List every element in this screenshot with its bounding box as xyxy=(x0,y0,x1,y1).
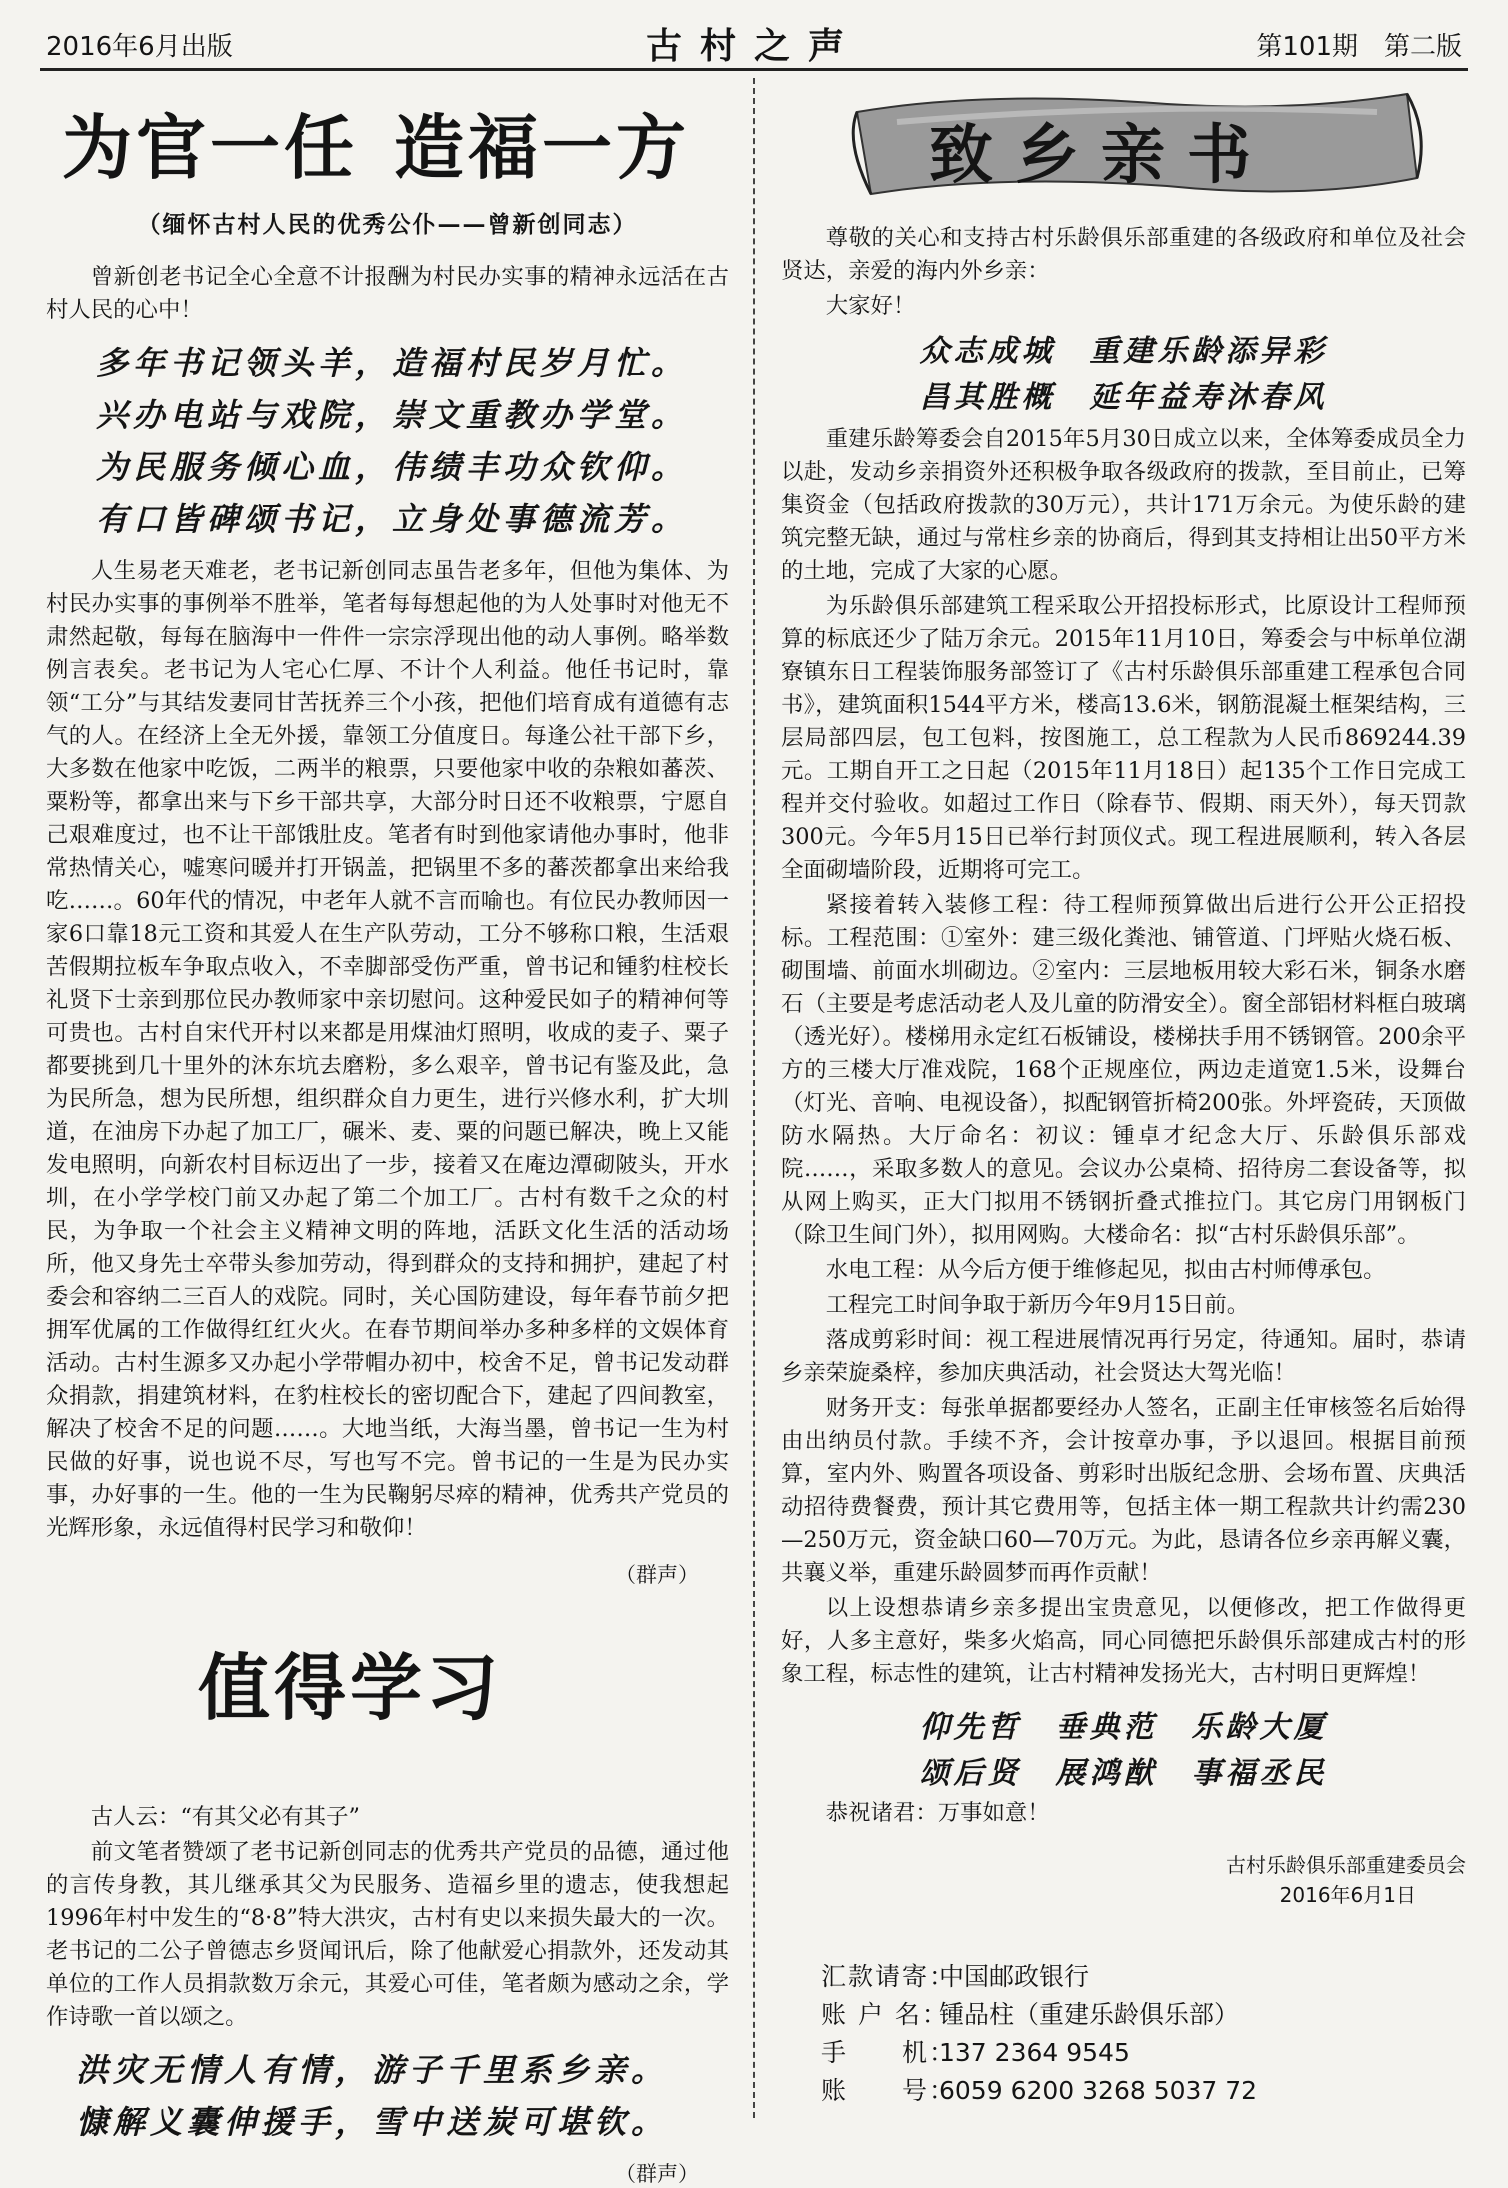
column-divider xyxy=(753,78,755,2118)
letter-paragraph: 工程完工时间争取于新历今年9月15日前。 xyxy=(825,1292,1250,1318)
poem-line: 多年书记领头羊，造福村民岁月忙。 xyxy=(96,344,689,382)
publish-date: 2016年6月出版 xyxy=(46,32,233,62)
remittance-label: 手 机： xyxy=(821,2038,957,2067)
remittance-row xyxy=(821,2072,1466,2110)
signature-org: 古村乐龄俱乐部重建委员会 xyxy=(1226,1853,1466,1877)
couplet-phrase: 乐龄大厦 xyxy=(1191,1710,1328,1745)
remittance-label: 账 户 名： xyxy=(821,2000,949,2029)
poem-line: 有口皆碑颂书记，立身处事德流芳。 xyxy=(96,500,689,538)
page-header xyxy=(40,18,1468,71)
letter-paragraph: 重建乐龄筹委会自2015年5月30日成立以来，全体筹委成员全力以赴，发动乡亲捐资外还积极争取各级政府的拨款，至目前止，已筹集资金（包括政府拨款的30万元），共计171万余元。为使乐龄的建筑完整无缺，通过与常柱乡亲的协商后，得到其支持相让出50平方米的土地，完成了大家的心愿。 xyxy=(781,426,1466,584)
couplet-phrase: 延年益寿沐春风 xyxy=(1089,380,1328,415)
remittance-label: 账 号： xyxy=(821,2076,957,2105)
remittance-value: 中国邮政银行 xyxy=(939,1962,1090,1991)
letter-paragraph: 以上设想恭请乡亲多提出宝贵意见，以便修改，把工作做得更好，人多主意好，柴多火焰高，同心同德把乐龄俱乐部建成古村的形象工程，标志性的建筑，让古村精神发扬光大，古村明日更辉煌！ xyxy=(781,1595,1466,1687)
article1-poem xyxy=(96,337,729,545)
remittance-value: 锺品柱（重建乐龄俱乐部） xyxy=(939,2000,1240,2029)
letter-paragraph: 财务开支：每张单据都要经办人签名，正副主任审核签名后始得由出纳员付款。手续不齐，会计按章办事，予以退回。根据目前预算，室内外、购置各项设备、剪彩时出版纪念册、会场布置、庆典活动招待费餐费，预计其它费用等，包括主体一期工程款共计约需230—250万元，资金缺口60—70万元。为此，恳请各位乡亲再解义囊，共襄义举，重建乐龄圆梦而再作贡献！ xyxy=(781,1395,1466,1586)
couplet-phrase: 众志成城 xyxy=(919,334,1056,369)
remittance-value: 137 2364 9545 xyxy=(939,2038,1130,2067)
article2-byline: （群声） xyxy=(615,2162,699,2186)
couplet-line xyxy=(781,329,1466,375)
letter-greeting: 大家好！ xyxy=(825,293,916,319)
newspaper-name: 古村之声 xyxy=(645,25,862,67)
letter-paragraph: 为乐龄俱乐部建筑工程采取公开招投标形式，比原设计工程师预算的标底还少了陆万余元。2015年11月10日，筹委会与中标单位湖寮镇东日工程装饰服务部签订了《古村乐龄俱乐部重建工程承包合同书》，建筑面积1544平方米，楼高13.6米，钢筋混凝土框架结构，三层局部四层，包工包料，按图施工，总工程款为人民币869244.39元。工期自开工之日起（2015年11月18日）起135个工作日完成工程并交付验收。如超过工作日（除春节、假期、雨天外），每天罚款300元。今年5月15日已举行封顶仪式。现工程进展顺利，转入各层全面砌墙阶段，近期将可完工。 xyxy=(781,593,1466,883)
couplet-2 xyxy=(781,1705,1466,1797)
remittance-label: 汇款请寄： xyxy=(821,1962,957,1991)
poem-line: 为民服务倾心血，伟绩丰功众钦仰。 xyxy=(96,448,689,486)
article2-poem xyxy=(76,2044,729,2148)
letter-signature xyxy=(781,1850,1466,1910)
remittance-row xyxy=(821,1996,1466,2034)
article1-body: 人生易老天难老，老书记新创同志虽告老多年，但他为集体、为村民办实事的事例举不胜举，笔者每每想起他的为人处事时对他无不肃然起敬，每每在脑海中一件件一宗宗浮现出他的动人事例。略举数例言表矣。老书记为人宅心仁厚、不计个人利益。他任书记时，靠领“工分”与其结发妻同甘苦抚养三个小孩，把他们培育成有道德有志气的人。在经济上全无外援，靠领工分值度日。每逢公社干部下乡，大多数在他家中吃饭，二两半的粮票，只要他家中收的杂粮如蕃茨、粟粉等，都拿出来与下乡干部共享，大部分时日还不收粮票，宁愿自己艰难度过，也不让干部饿肚皮。笔者有时到他家请他办事时，他非常热情关心，嘘寒问暖并打开锅盖，把锅里不多的蕃茨都拿出来给我吃……。60年代的情况，中老年人就不言而喻也。有位民办教师因一家6口靠18元工资和其爱人在生产队劳动，工分不够称口粮，生活艰苦假期拉板车争取点收入，不幸脚部受伤严重，曾书记和锺豹柱校长礼贤下士亲到那位民办教师家中亲切慰问。这种爱民如子的精神何等可贵也。古村自宋代开村以来都是用煤油灯照明，收成的麦子、粟子都要挑到几十里外的沐东坑去磨粉，多么艰辛，曾书记有鉴及此，急为民所急，想为民所想，组织群众自力更生，进行兴修水利，扩大圳道，在油房下办起了加工厂，碾米、麦、粟的问题已解决，晚上又能发电照明，向新农村目标迈出了一步，接着又在庵边潭砌陂头，开水圳，在小学学校门前又办起了第二个加工厂。古村有数千之众的村民，为争取一个社会主义精神文明的阵地，活跃文化生活的活动场所，他又身先士卒带头参加劳动，得到群众的支持和拥护，建起了村委会和容纳二三百人的戏院。同时，关心国防建设，每年春节前夕把拥军优属的工作做得红红火火。在春节期间举办多种多样的文娱体育活动。古村生源多又办起小学带帽办初中，校舍不足，曾书记发动群众捐款，捐建筑材料，在豹柱校长的密切配合下，建起了四间教室，解决了校舍不足的问题……。大地当纸，大海当墨，曾书记一生为村民做的好事，说也说不尽，写也写不完。曾书记的一生是为民办实事，办好事的一生。他的一生为民鞠躬尽瘁的精神，优秀共产党员的光辉形象，永远值得村民学习和敬仰！ xyxy=(46,558,729,1541)
article2-title: 值得学习 xyxy=(198,1646,503,1730)
couplet-phrase: 展鸿猷 xyxy=(1055,1756,1158,1791)
letter-paragraph: 水电工程：从今后方便于维修起见，拟由古村师傅承包。 xyxy=(825,1257,1386,1283)
couplet-line xyxy=(781,1705,1466,1751)
couplet-phrase: 昌其胜概 xyxy=(919,380,1056,415)
remittance-info xyxy=(821,1958,1466,2110)
right-column xyxy=(781,82,1466,2122)
article1-title-part1: 为官一任 xyxy=(62,107,358,189)
poem-line: 洪灾无情人有情，游子千里系乡亲。 xyxy=(76,2051,669,2089)
couplet-line xyxy=(781,375,1466,421)
issue-number: 第101期 第二版 xyxy=(1256,32,1462,62)
letter-paragraph: 落成剪彩时间：视工程进展情况再行另定，待通知。届时，恭请乡亲荣旋桑梓，参加庆典活动，社会贤达大驾光临！ xyxy=(781,1327,1466,1386)
signature-date: 2016年6月1日 xyxy=(1279,1883,1416,1907)
article1-title xyxy=(62,108,729,188)
couplet-phrase: 仰先哲 xyxy=(919,1710,1022,1745)
remittance-value: 6059 6200 3268 5037 72 xyxy=(939,2076,1258,2105)
letter-paragraph: 紧接着转入装修工程：待工程师预算做出后进行公开公正招投标。工程范围：①室外：建三级化粪池、铺管道、门坪贴火烧石板、砌围墙、前面水圳砌边。②室内：三层地板用较大彩石米，铜条水磨石（主要是考虑活动老人及儿童的防滑安全）。窗全部铝材料框白玻璃（透光好）。楼梯用永定红石板铺设，楼梯扶手用不锈钢管。200余平方的三楼大厅准戏院，168个正规座位，两边走道宽1.5米，设舞台（灯光、音响、电视设备），拟配钢管折椅200张。外坪瓷砖，天顶做防水隔热。大厅命名：初议：锺卓才纪念大厅、乐龄俱乐部戏院……，采取多数人的意见。会议办公桌椅、招待房二套设备等，拟从网上购买，正大门拟用不锈钢折叠式推拉门。其它房门用钢板门（除卫生间门外），拟用网购。大楼命名：拟“古村乐龄俱乐部”。 xyxy=(781,892,1466,1248)
couplet-phrase: 颂后贤 xyxy=(919,1756,1022,1791)
letter-wish: 恭祝诸君：万事如意！ xyxy=(825,1800,1050,1826)
poem-line: 兴办电站与戏院，崇文重教办学堂。 xyxy=(96,396,689,434)
article2-body: 前文笔者赞颂了老书记新创同志的优秀共产党员的品德，通过他的言传身教，其儿继承其父为民服务、造福乡里的遗志，使我想起1996年村中发生的“8·8”特大洪灾，古村有史以来损失最大的一次。老书记的二公子曾德志乡贤闻讯后，除了他献爱心捐款外，还发动其单位的工作人员捐款数万余元，其爱心可佳，笔者颇为感动之余，学作诗歌一首以颂之。 xyxy=(46,1839,729,2030)
article1-byline: （群声） xyxy=(615,1563,699,1587)
article1-subtitle: （缅怀古村人民的优秀公仆——曾新创同志） xyxy=(137,211,638,238)
left-column xyxy=(46,82,729,2186)
poem-line: 慷解义囊伸援手，雪中送炭可堪钦。 xyxy=(76,2103,669,2141)
remittance-row xyxy=(821,1958,1466,1996)
remittance-row xyxy=(821,2034,1466,2072)
couplet-phrase: 事福丞民 xyxy=(1191,1756,1328,1791)
letter-salutation: 尊敬的关心和支持古村乐龄俱乐部重建的各级政府和单位及社会贤达，亲爱的海内外乡亲： xyxy=(781,225,1466,284)
article1-title-part2: 造福一方 xyxy=(394,107,690,189)
article2-quote: 古人云：“有其父必有其子” xyxy=(90,1804,360,1830)
couplet-1 xyxy=(781,329,1466,421)
couplet-phrase: 重建乐龄添异彩 xyxy=(1089,334,1328,369)
couplet-line xyxy=(781,1751,1466,1797)
article1-intro: 曾新创老书记全心全意不计报酬为村民办实事的精神永远活在古村人民的心中！ xyxy=(46,264,729,323)
couplet-phrase: 垂典范 xyxy=(1055,1710,1158,1745)
letter-banner xyxy=(781,82,1466,208)
letter-title: 致乡亲书 xyxy=(929,119,1273,193)
